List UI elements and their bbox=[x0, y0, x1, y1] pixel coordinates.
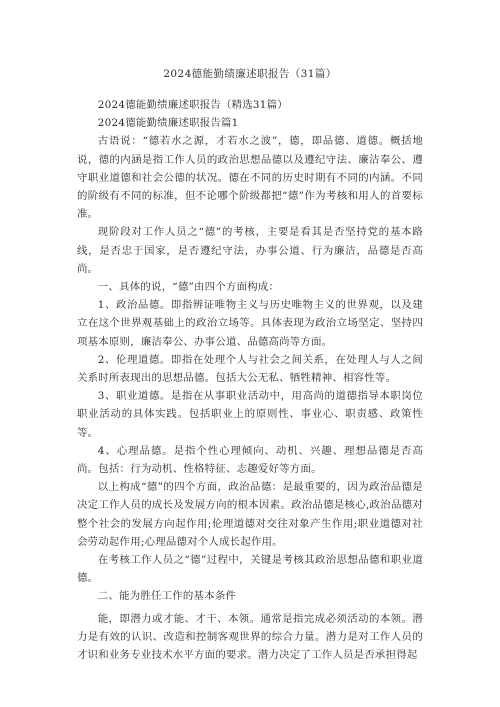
section-heading: 2024德能勤绩廉述职报告篇1 bbox=[97, 117, 239, 130]
paragraph: 2、伦理道德。即指在处理个人与社会之间关系，在处理人与人之间关系时所表现出的思想品德。包括大公无私、牺牲精神、相容性等。 bbox=[77, 353, 423, 385]
doc-subtitle: 2024德能勤绩廉述职报告（精选31篇） bbox=[97, 99, 288, 111]
paragraph: 3、职业道德。是指在从事职业活动中，用高尚的道德指导本职岗位职业活动的具体实践。包括职业上的原则性、事业心、职责感、政策性等。 bbox=[77, 390, 423, 439]
paragraph: 能，即潜力或才能、才干、本领。通常是指完成必须活动的本领。潜力是有效的认识、改造和控制客观世界的综合力量。潜力是对工作人员的才识和业务专业技术水平方面的要求。潜力决定了工作人员是否承担得起 bbox=[77, 612, 423, 662]
paragraph: 以上构成“德”的四个方面，政治品德：是最重要的，因为政治品德是决定工作人员的成长及发展方向的根本因素。政治品德是核心,政治品德对整个社会的发展方向起作用;伦理道德对交往对象产生作用;职业道德对社会劳动起作用;心理品德对个人成长起作用。 bbox=[77, 481, 423, 548]
paragraph: 1、政治品德。即指辨证唯物主义与历史唯物主义的世界观，以及建立在这个世界观基础上的政治立场等。具体表现为政治立场坚定、坚持四项基本原则，廉洁奉公、办事公道、品德高尚等方面。 bbox=[77, 299, 423, 348]
document-body bbox=[77, 96, 423, 664]
paragraph: 现阶段对工作人员之“德”的考核，主要是看其是否坚持党的基本路线，是否忠于国家，是否遵纪守法，办事公道、行为廉洁，品德是否高尚。 bbox=[77, 226, 423, 275]
section-heading: 二、能为胜任工作的基本条件 bbox=[97, 590, 237, 603]
paragraph: 4、心理品德。是指个性心理倾向、动机、兴趣、理想品德是否高尚。包括：行为动机、性格特征、志趣爱好等方面。 bbox=[77, 444, 423, 476]
document-title: 2024德能勤绩廉述职报告（31篇） bbox=[163, 68, 337, 80]
paragraph: 一、具体的说，“德”由四个方面构成： bbox=[97, 281, 280, 294]
paragraph: 在考核工作人员之“德”过程中，关键是考核其政治思想品德和职业道德。 bbox=[77, 554, 423, 585]
paragraph: 古语说：“德若水之源，才若水之波”，德，即品德、道德。概括地说，德的内涵是指工作人员的政治思想品德以及遵纪守法、廉洁奉公、遵守职业道德和社会公德的状况。德在不同的历史时期有不同的内涵。不同的阶级有不同的标准，但不论哪个阶级都把“德”作为考核和用人的首要标准。 bbox=[77, 135, 423, 221]
